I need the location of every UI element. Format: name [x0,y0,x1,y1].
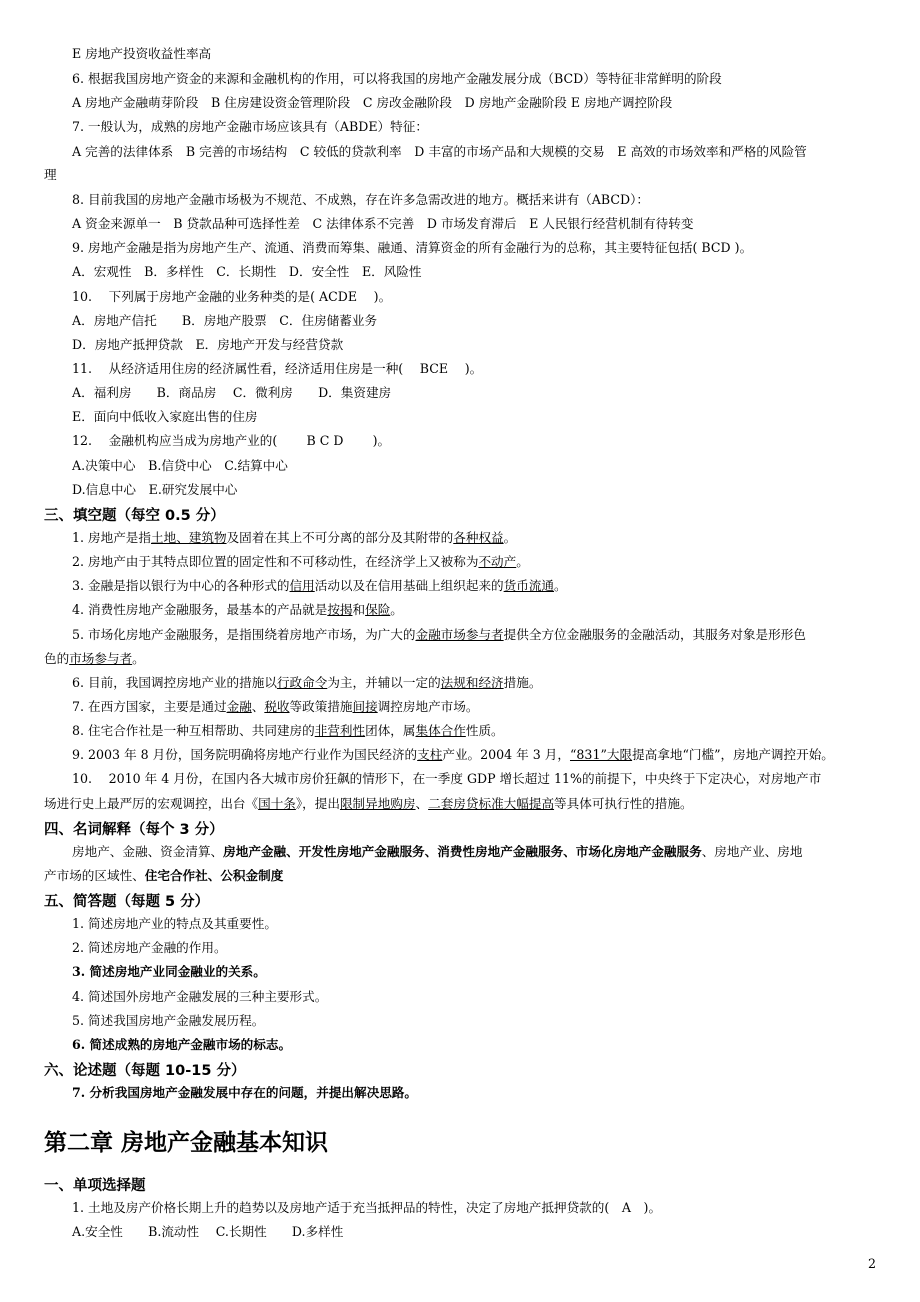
essay-question-7: 7. 分析我国房地产金融发展中存在的问题，并提出解决思路。 [72,1085,417,1100]
fill-question-6: 6. 目前，我国调控房地产业的措施以行政命令为主，并辅以一定的法规和经济措施。 [72,675,542,690]
fill-question-2: 2. 房地产由于其特点即位置的固定性和不可移动性，在经济学上又被称为不动产。 [72,554,529,569]
fill-question-10: 10. 2010 年 4 月份，在国内各大城市房价狂飙的情形下，在一季度 GDP 增长超过 11%的前提下，中央终于下定决心，对房地产市 [72,771,822,786]
short-answer-1: 1. 简述房地产业的特点及其重要性。 [72,916,277,931]
fill-question-5-cont: 色的市场参与者。 [44,651,145,666]
question-10-options-1: A．房地产信托 B．房地产股票 C．住房储蓄业务 [72,313,378,328]
question-12-options-1: A.决策中心 B.信贷中心 C.结算中心 [72,458,288,473]
term-list: 房地产、金融、资金清算、房地产金融、开发性房地产金融服务、消费性房地产金融服务、市场化房地产金融服务、房地产业、房地 [72,844,803,859]
section-3-heading: 三、填空题（每空 0.5 分） [44,508,225,524]
question-11-options-2: E．面向中低收入家庭出售的住房 [72,409,258,424]
chapter2-question-1: 1. 土地及房产价格长期上升的趋势以及房地产适于充当抵押品的特性，决定了房地产抵押贷款的( A )。 [72,1200,662,1215]
page-number: 2 [867,1256,876,1271]
section-4-heading: 四、名词解释（每个 3 分） [44,822,224,838]
question-6-options: A 房地产金融萌芽阶段 B 住房建设资金管理阶段 C 房改金融阶段 D 房地产金融阶段 E 房地产调控阶段 [72,95,673,110]
question-12-options-2: D.信息中心 E.研究发展中心 [72,482,238,497]
question-9: 9. 房地产金融是指为房地产生产、流通、消费而筹集、融通、清算资金的所有金融行为的总称，其主要特征包括( BCD )。 [72,240,753,255]
fill-question-3: 3. 金融是指以银行为中心的各种形式的信用活动以及在信用基础上组织起来的货币流通。 [72,578,567,593]
fill-question-10-cont: 场进行史上最严厉的宏观调控，出台《国十条》，提出限制异地购房、二套房贷标准大幅提高等具体可执行性的措施。 [44,796,693,811]
fill-question-1: 1. 房地产是指土地、建筑物及固着在其上不可分离的部分及其附带的各种权益。 [72,530,517,545]
section-5-heading: 五、简答题（每题 5 分） [44,894,210,910]
question-6: 6. 根据我国房地产资金的来源和金融机构的作用，可以将我国的房地产金融发展分成（BCD）等特征非常鲜明的阶段 [72,71,722,86]
fill-question-7: 7. 在西方国家，主要是通过金融、税收等政策措施间接调控房地产市场。 [72,699,479,714]
question-7-options: A 完善的法律体系 B 完善的市场结构 C 较低的贷款利率 D 丰富的市场产品和大规模的交易 E 高效的市场效率和严格的风险管 [72,144,807,159]
section-6-heading: 六、论述题（每题 10-15 分） [44,1063,246,1079]
short-answer-3: 3. 简述房地产业同金融业的关系。 [72,964,266,979]
chapter2-question-1-options: A.安全性 B.流动性 C.长期性 D.多样性 [72,1224,344,1239]
question-10-options-2: D．房地产抵押贷款 E．房地产开发与经营贷款 [72,337,344,352]
short-answer-5: 5. 简述我国房地产金融发展历程。 [72,1013,265,1028]
question-12: 12. 金融机构应当成为房地产业的( B C D )。 [72,433,391,448]
chapter-title: 第二章 房地产金融基本知识 [44,1130,329,1156]
question-11-options-1: A．福利房 B．商品房 C．微利房 D．集资建房 [72,385,392,400]
question-10: 10. 下列属于房地产金融的业务种类的是( ACDE )。 [72,289,392,304]
question-9-options: A．宏观性 B．多样性 C．长期性 D．安全性 E．风险性 [72,264,422,279]
question-7: 7. 一般认为，成熟的房地产金融市场应该具有（ABDE）特征： [72,119,428,134]
question-11: 11. 从经济适用住房的经济属性看，经济适用住房是一种( BCE )。 [72,361,483,376]
short-answer-2: 2. 简述房地产金融的作用。 [72,940,227,955]
fill-question-4: 4. 消费性房地产金融服务，最基本的产品就是按揭和保险。 [72,602,403,617]
chapter2-section-1-heading: 一、单项选择题 [44,1178,146,1194]
fill-question-8: 8. 住宅合作社是一种互相帮助、共同建房的非营利性团体，属集体合作性质。 [72,723,504,738]
fill-question-9: 9. 2003 年 8 月份，国务院明确将房地产行业作为国民经济的支柱产业。2004 年 3 月，“831”大限提高拿地“门槛”，房地产调控开始。 [72,747,834,762]
term-list-cont: 产市场的区域性、住宅合作社、公积金制度 [44,868,284,883]
question-8: 8. 目前我国的房地产金融市场极为不规范、不成熟，存在许多急需改进的地方。概括来讲有（ABCD）： [72,192,649,207]
short-answer-6: 6. 简述成熟的房地产金融市场的标志。 [72,1037,292,1052]
question-8-options: A 资金来源单一 B 贷款品种可选择性差 C 法律体系不完善 D 市场发育滞后 E 人民银行经营机制有待转变 [72,216,694,231]
short-answer-4: 4. 简述国外房地产金融发展的三种主要形式。 [72,989,328,1004]
option-line: E 房地产投资收益性率高 [72,46,212,61]
question-7-options-cont: 理 [44,167,57,182]
fill-question-5: 5. 市场化房地产金融服务，是指围绕着房地产市场，为广大的金融市场参与者提供全方位金融服务的金融活动，其服务对象是形形色 [72,627,806,642]
